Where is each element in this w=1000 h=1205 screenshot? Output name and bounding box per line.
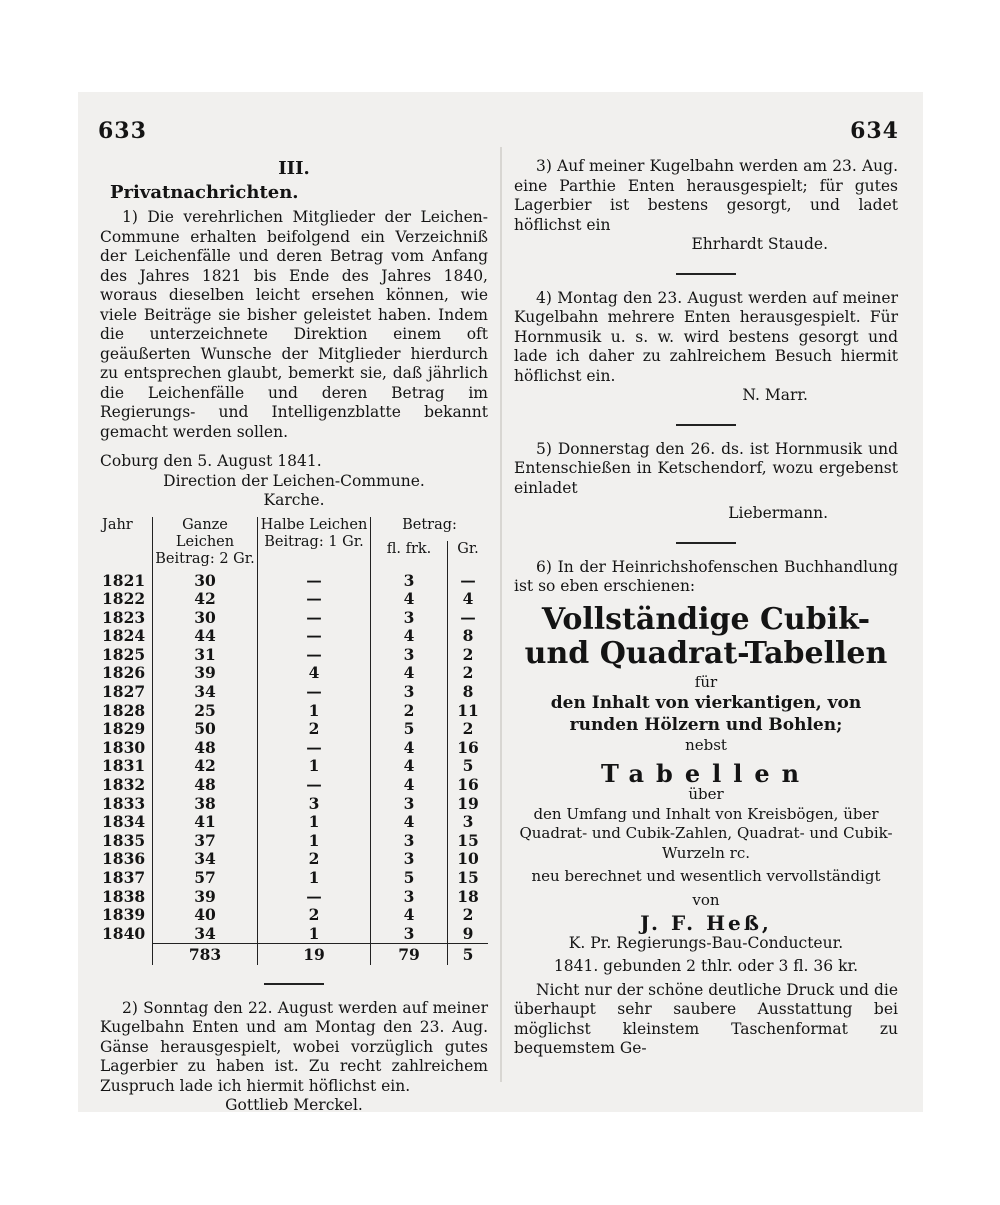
table-totals-row [100,944,488,965]
table-row [100,627,488,646]
cell-jahr: 1829 [102,719,146,739]
cell-halbe: — [258,776,371,795]
total-halbe: 19 [258,944,371,965]
table-row [100,832,488,851]
table-body [100,572,488,965]
cell-gr: 19 [448,795,489,814]
cell-gr: 2 [448,646,489,665]
cell-halbe: — [258,572,371,591]
cell-empty [100,944,153,965]
table-row [100,739,488,758]
cell-gr: 3 [448,813,489,832]
cell-ganze: 34 [153,850,258,869]
cell-fl-frk: 3 [371,609,448,628]
notice-2-signature: Gottlieb Merckel. [225,1096,363,1115]
notice-5-text: 5) Donnerstag den 26. ds. ist Hornmusik und Entenschießen in Ketschendorf, wozu ergebenst einladet [514,439,898,497]
cell-halbe: 4 [258,664,371,683]
book-von: von [692,890,720,909]
cell-jahr: 1823 [102,607,146,627]
cell-jahr: 1832 [102,775,146,795]
cell-gr: 5 [448,757,489,776]
table-row [100,795,488,814]
cell-jahr: 1838 [102,886,146,906]
book-revised: neu berechnet und wesentlich vervollständigt [531,867,881,885]
notice-3-text: 3) Auf meiner Kugelbahn werden am 23. Aug. eine Parthie Enten herausgespielt; für gutes Lagerbier ist bestens gesorgt, und ladet höflichst ein [514,157,898,234]
notice-4-text: 4) Montag den 23. August werden auf meiner Kugelbahn mehrere Enten herausgespielt. Für Hornmusik u. s. w. wird bestens gesorgt und lade ich daher zu zahlreichem Besuch hiermit höflichst ein. [514,288,898,385]
table-row [100,683,488,702]
cell-jahr: 1826 [102,663,146,683]
notice-1-signature-line: Direction der Leichen-Commune. [163,471,425,490]
divider [676,424,736,426]
cell-gr: 4 [448,590,489,609]
book-author-title: K. Pr. Regierungs-Bau-Conducteur. [568,933,844,952]
section-number: III. [278,158,310,179]
cell-ganze: 48 [153,776,258,795]
cell-ganze: 42 [153,757,258,776]
cell-fl-frk: 3 [371,646,448,665]
cell-jahr: 1840 [102,924,146,944]
cell-jahr: 1834 [102,812,146,832]
cell-fl-frk: 3 [371,683,448,702]
cell-fl-frk: 5 [371,720,448,739]
book-author: J. F. Heß, [640,911,772,935]
table-row [100,888,488,907]
total-gr: 5 [448,944,489,965]
table-row [100,850,488,869]
cell-fl-frk: 3 [371,572,448,591]
book-tabellen: Tabellen [600,758,812,788]
cell-ganze: 41 [153,813,258,832]
notice-6-intro: 6) In der Heinrichshofenschen Buchhandlung ist so eben erschienen: [514,557,898,595]
book-nebst: nebst [685,736,727,754]
notice-1-date: Coburg den 5. August 1841. [100,452,322,470]
cell-halbe: 2 [258,906,371,925]
cell-fl-frk: 4 [371,627,448,646]
divider [264,983,324,985]
table-row [100,590,488,609]
cell-gr: 16 [448,776,489,795]
cell-ganze: 25 [153,702,258,721]
cell-jahr: 1821 [102,570,146,590]
notice-1-text: 1) Die verehrlichen Mitglieder der Leichen-Commune erhalten beifolgend ein Verzeichniß der Leichenfälle und deren Betrag vom Anfang des Jahres 1821 bis Ende des Jahres 1840, woraus dieselben leicht ersehen können, wie viele Beiträge sie bisher geleistet haben. Indem die unterzeichnete Direktion einem oft geäußerten Wunsche der Mitglieder hierdurch zu entsprechen glaubt, bemerkt sie, daß jährlich die Leichenfälle und deren Betrag im Regierungs- und Intelligenzblatte bekannt gemacht werden sollen. [100,208,488,441]
cell-ganze: 39 [153,664,258,683]
cell-jahr: 1831 [102,756,146,776]
table-row [100,869,488,888]
table-row [100,906,488,925]
cell-halbe: — [258,609,371,628]
divider [676,273,736,275]
cell-halbe: — [258,646,371,665]
cell-gr: 16 [448,739,489,758]
cell-ganze: 57 [153,869,258,888]
cell-gr: 8 [448,627,489,646]
cell-fl-frk: 4 [371,590,448,609]
divider [676,542,736,544]
cell-ganze: 48 [153,739,258,758]
cell-ganze: 39 [153,888,258,907]
book-subject: den Inhalt von vierkantigen, von runden Hölzern und Bohlen; [550,693,862,735]
notice-5-signature: Liebermann. [728,504,828,522]
cell-gr: 15 [448,832,489,851]
cell-gr: 2 [448,664,489,683]
cell-halbe: 1 [258,925,371,944]
cell-fl-frk: 3 [371,888,448,907]
cell-fl-frk: 4 [371,813,448,832]
table-row [100,572,488,591]
cell-gr: 2 [448,720,489,739]
cell-fl-frk: 3 [371,850,448,869]
notice-3-signature: Ehrhardt Staude. [691,235,828,253]
cell-ganze: 40 [153,906,258,925]
book-title: Vollständige Cubik- und Quadrat-Tabellen [524,601,888,671]
cell-ganze: 31 [153,646,258,665]
header-gr: Gr. [448,541,489,571]
notice-2-text: 2) Sonntag den 22. August werden auf meiner Kugelbahn Enten und am Montag den 23. Aug. Gänse herausgespielt, wobei vorzüglich gutes Lagerbier zu haben ist. Zu recht zahlreichem Zuspruch lade ich hiermit höflichst ein. [100,998,488,1095]
cell-jahr: 1839 [102,905,146,925]
book-closing-text: Nicht nur der schöne deutliche Druck und die überhaupt sehr saubere Ausstattung bei möglichst kleinstem Taschenformat zu bequemstem Ge- [514,980,898,1057]
table-row [100,720,488,739]
header-jahr: Jahr [102,516,133,533]
notice-4-signature: N. Marr. [742,386,808,404]
cell-ganze: 34 [153,683,258,702]
table-row [100,757,488,776]
header-fl-frk: fl. frk. [371,541,448,571]
table-row [100,702,488,721]
cell-fl-frk: 4 [371,906,448,925]
cell-jahr: 1828 [102,700,146,720]
cell-fl-frk: 3 [371,925,448,944]
cell-ganze: 34 [153,925,258,944]
cell-fl-frk: 4 [371,776,448,795]
table-row [100,646,488,665]
cell-jahr: 1835 [102,830,146,850]
cell-halbe: 2 [258,850,371,869]
cell-gr: — [448,609,489,628]
cell-halbe: 1 [258,832,371,851]
cell-halbe: — [258,627,371,646]
cell-ganze: 44 [153,627,258,646]
gutter [500,147,502,1082]
cell-jahr: 1836 [102,849,146,869]
book-fuer: für [694,672,718,691]
header-halbe-leichen: Halbe Leichen Beitrag: 1 Gr. [258,517,371,572]
cell-halbe: 2 [258,720,371,739]
table-row [100,813,488,832]
total-fl-frk: 79 [371,944,448,965]
cell-halbe: — [258,683,371,702]
cell-ganze: 50 [153,720,258,739]
cell-gr: 9 [448,925,489,944]
cell-jahr: 1822 [102,589,146,609]
cell-gr: 11 [448,702,489,721]
cell-gr: 18 [448,888,489,907]
cell-ganze: 38 [153,795,258,814]
right-column [514,157,898,1059]
cell-halbe: 1 [258,702,371,721]
cell-halbe: 3 [258,795,371,814]
cell-ganze: 30 [153,609,258,628]
cell-jahr: 1824 [102,626,146,646]
left-column [100,157,488,1116]
cell-halbe: — [258,888,371,907]
cell-ganze: 37 [153,832,258,851]
table-row [100,925,488,944]
cell-gr: 2 [448,906,489,925]
cell-ganze: 30 [153,572,258,591]
header-betrag: Betrag: [371,517,489,542]
funeral-cases-table [100,517,488,965]
cell-halbe: 1 [258,869,371,888]
cell-fl-frk: 2 [371,702,448,721]
section-title: Privatnachrichten. [110,181,299,203]
cell-gr: 8 [448,683,489,702]
book-ueber: über [688,785,724,803]
notice-1-signature-name: Karche. [263,491,325,509]
cell-jahr: 1830 [102,737,146,757]
table-row [100,776,488,795]
scanned-page [78,92,923,1115]
cell-fl-frk: 3 [371,832,448,851]
cell-halbe: 1 [258,813,371,832]
page-number-left: 633 [98,118,147,144]
cell-fl-frk: 4 [371,664,448,683]
cell-gr: 15 [448,869,489,888]
cell-fl-frk: 4 [371,757,448,776]
cell-gr: — [448,572,489,591]
cell-jahr: 1833 [102,793,146,813]
cell-jahr: 1837 [102,868,146,887]
table-row [100,664,488,683]
cell-halbe: 1 [258,757,371,776]
header-ganze-leichen: Ganze Leichen Beitrag: 2 Gr. [153,517,258,572]
cell-gr: 10 [448,850,489,869]
cell-fl-frk: 3 [371,795,448,814]
cell-fl-frk: 5 [371,869,448,888]
book-price: 1841. gebunden 2 thlr. oder 3 fl. 36 kr. [553,957,859,975]
cell-halbe: — [258,739,371,758]
cell-ganze: 42 [153,590,258,609]
book-contents: den Umfang und Inhalt von Kreisbögen, über Quadrat- und Cubik-Zahlen, Quadrat- und Cubik-Wurzeln rc. [519,804,893,862]
cell-halbe: — [258,590,371,609]
page-number-right: 634 [850,118,899,144]
total-ganze: 783 [153,944,258,965]
cell-jahr: 1825 [102,644,146,664]
cell-fl-frk: 4 [371,739,448,758]
table-row [100,609,488,628]
cell-jahr: 1827 [102,682,146,702]
